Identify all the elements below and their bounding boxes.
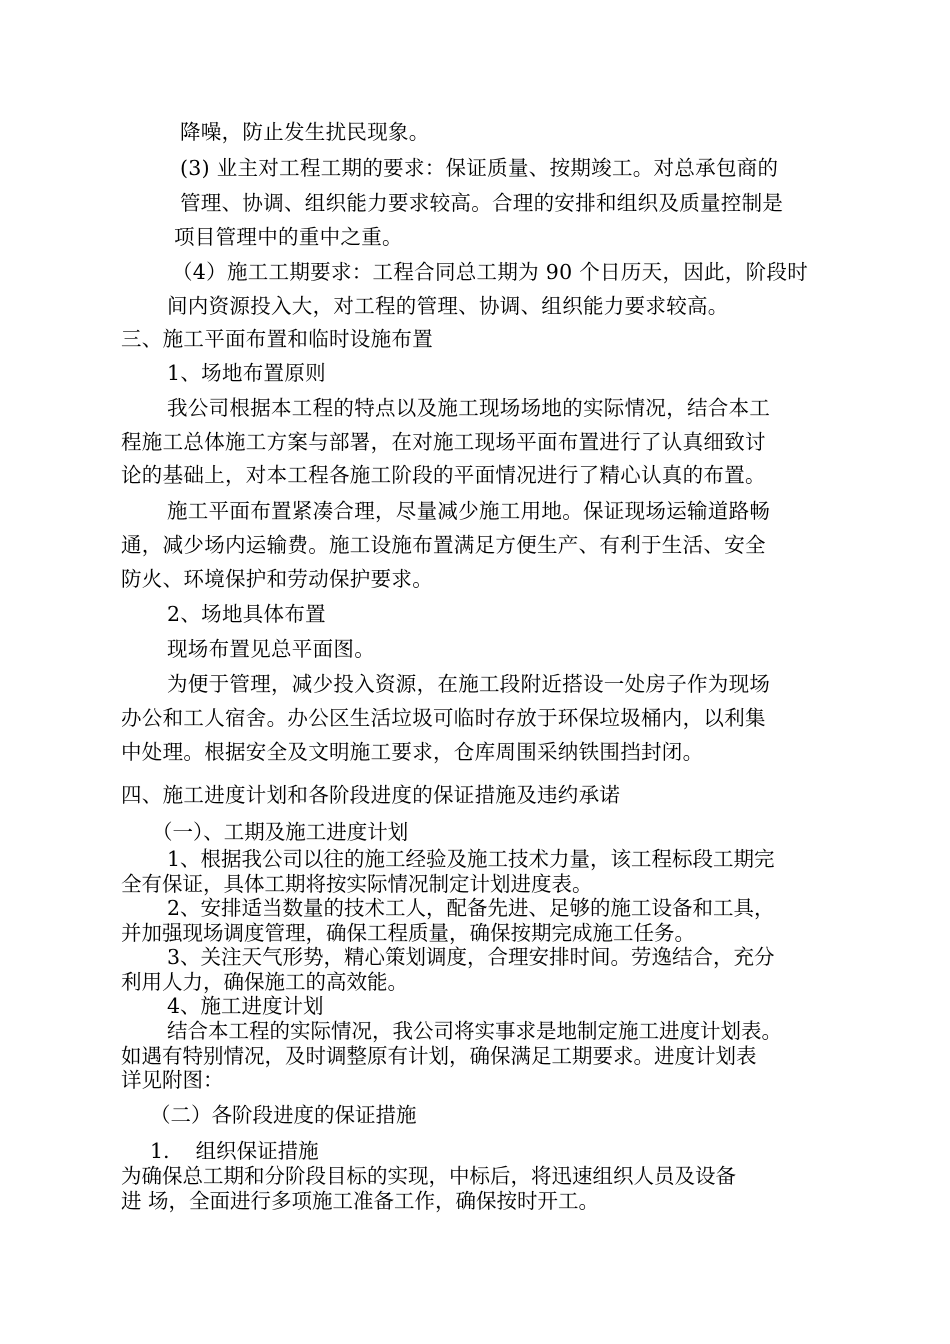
subsection-heading: 2、场地具体布置 xyxy=(167,602,326,626)
list-item-line: 2、安排适当数量的技术工人，配备先进、足够的施工设备和工具， xyxy=(167,896,775,920)
paragraph-line: 进 场，全面进行多项施工准备工作，确保按时开工。 xyxy=(121,1189,600,1213)
section-heading: 四、施工进度计划和各阶段进度的保证措施及违约承诺 xyxy=(121,783,621,807)
list-item-line: (3) 业主对工程工期的要求：保证质量、按期竣工。对总承包商的 xyxy=(180,156,779,180)
paragraph-line: 如遇有特别情况，及时调整原有计划，确保满足工期要求。进度计划表 xyxy=(121,1044,757,1068)
paragraph-line: 通，减少场内运输费。施工设施布置满足方便生产、有利于生活、安全 xyxy=(121,533,766,557)
paragraph-line: 全有保证，具体工期将按实际情况制定计划进度表。 xyxy=(121,872,593,896)
list-item-line: （4）施工工期要求：工程合同总工期为 90 个日历天，因此，阶段时 xyxy=(172,260,809,284)
list-item-line: 3、关注天气形势，精心策划调度，合理安排时间。劳逸结合，充分 xyxy=(167,945,775,969)
paragraph-line: 办公和工人宿舍。办公区生活垃圾可临时存放于环保垃圾桶内，以利集 xyxy=(121,706,766,730)
paragraph-line: 防火、环境保护和劳动保护要求。 xyxy=(121,567,433,591)
paragraph-line: 降噪，防止发生扰民现象。 xyxy=(180,120,430,144)
section-heading: 三、施工平面布置和临时设施布置 xyxy=(121,327,433,351)
paragraph-line: 为便于管理，减少投入资源，在施工段附近搭设一处房子作为现场 xyxy=(167,672,771,696)
paragraph-line: 施工平面布置紧凑合理，尽量减少施工用地。保证现场运输道路畅 xyxy=(167,499,771,523)
subsection-heading: 1、场地布置原则 xyxy=(167,361,326,385)
paragraph-line: 管理、协调、组织能力要求较高。合理的安排和组织及质量控制是 xyxy=(180,191,784,215)
paragraph-line: 论的基础上，对本工程各施工阶段的平面情况进行了精心认真的布置。 xyxy=(121,463,766,487)
paragraph-line: 中处理。根据安全及文明施工要求，仓库周围采纳铁围挡封闭。 xyxy=(121,740,704,764)
subsection-heading: （二）各阶段进度的保证措施 xyxy=(150,1103,417,1127)
paragraph-line: 程施工总体施工方案与部署，在对施工现场平面布置进行了认真细致讨 xyxy=(121,430,766,454)
paragraph-line: 项目管理中的重中之重。 xyxy=(174,225,403,249)
paragraph-line: 为确保总工期和分阶段目标的实现，中标后，将迅速组织人员及设备 xyxy=(121,1164,736,1188)
paragraph-line: 我公司根据本工程的特点以及施工现场场地的实际情况，结合本工 xyxy=(167,396,771,420)
subsection-heading: 1. 组织保证措施 xyxy=(150,1139,319,1163)
paragraph-line: 详见附图： xyxy=(121,1068,224,1092)
subsection-heading: （一）、工期及施工进度计划 xyxy=(152,820,409,844)
paragraph-line: 并加强现场调度管理，确保工程质量，确保按期完成施工任务。 xyxy=(121,921,695,945)
subsection-heading: 4、施工进度计划 xyxy=(167,994,324,1018)
paragraph-line: 间内资源投入大，对工程的管理、协调、组织能力要求较高。 xyxy=(167,294,729,318)
list-item-line: 1、根据我公司以往的施工经验及施工技术力量，该工程标段工期完 xyxy=(167,847,775,871)
paragraph-line: 现场布置见总平面图。 xyxy=(167,637,375,661)
paragraph-line: 结合本工程的实际情况，我公司将实事求是地制定施工进度计划表。 xyxy=(167,1019,782,1043)
paragraph-line: 利用人力，确保施工的高效能。 xyxy=(121,970,408,994)
